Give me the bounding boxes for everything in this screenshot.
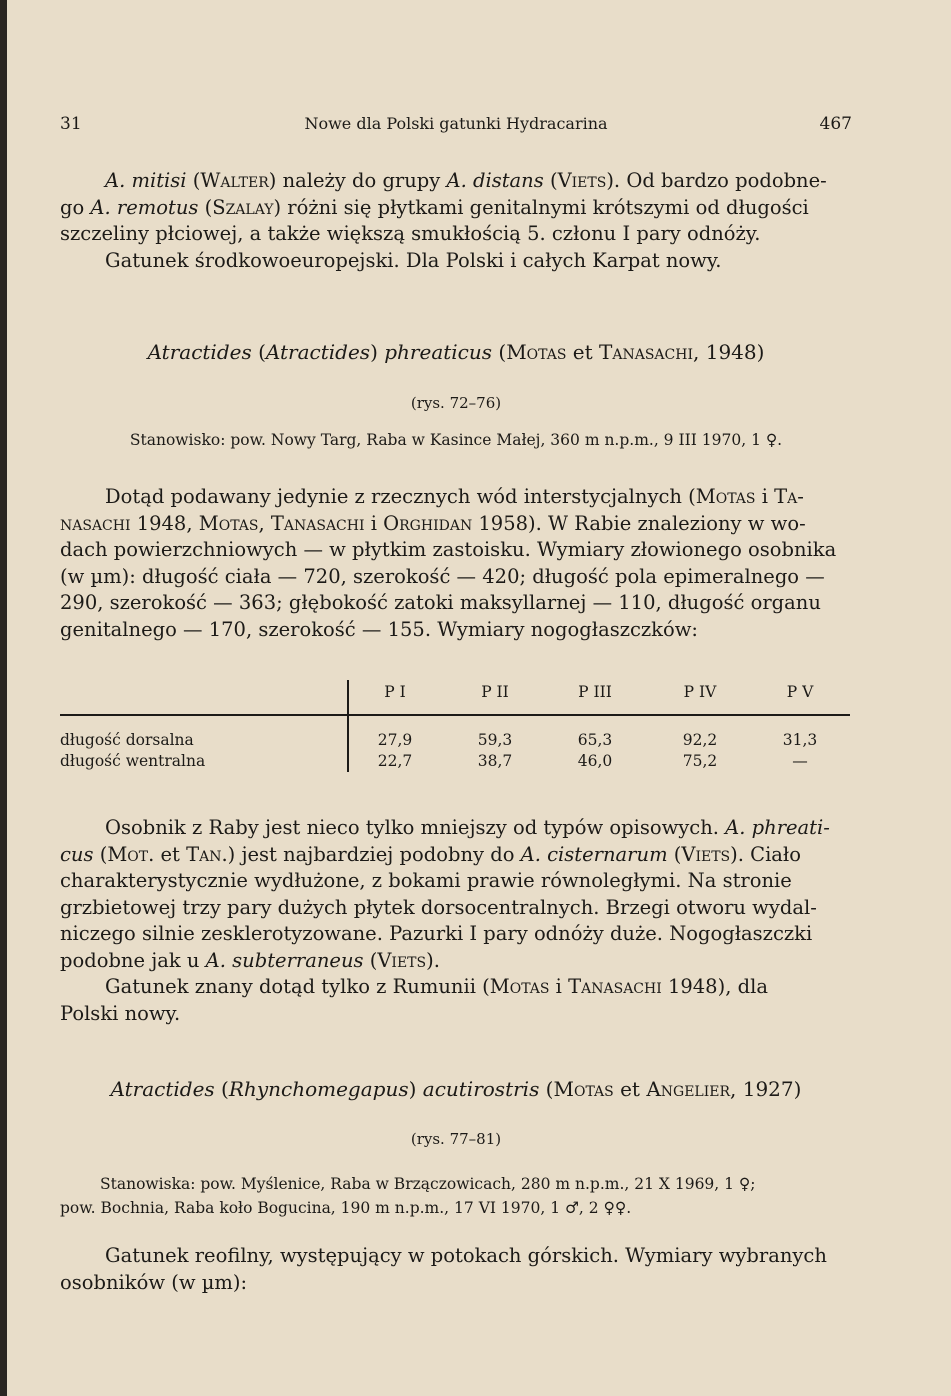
table-cell: 31,3 [782, 731, 818, 749]
locality-line: Stanowisko: pow. Nowy Targ, Raba w Kasince Małej, 360 m n.p.m., 9 III 1970, 1 ♀. [129, 431, 783, 449]
page-binding-edge [0, 0, 7, 1396]
text-line: podobne jak u A. subterraneus (Viets). [60, 948, 440, 972]
text-line: nasachi 1948, Motas, Tanasachi i Orghidan 1958). W Rabie znaleziony w wo- [60, 511, 806, 535]
table-cell: 46,0 [577, 752, 613, 770]
table-cell: 22,7 [377, 752, 413, 770]
text-line: grzbietowej trzy pary dużych płytek dorsocentralnych. Brzegi otworu wydal- [60, 895, 817, 919]
text-line: Polski nowy. [60, 1001, 181, 1025]
text-line: osobników (w µm): [60, 1270, 248, 1294]
table-column-divider [347, 680, 349, 772]
text-line: Dotąd podawany jedynie z rzecznych wód interstycjalnych (Motas i Ta- [105, 485, 804, 508]
table-header-rule [60, 714, 850, 716]
table-cell: 38,7 [477, 752, 513, 770]
paragraph-mitisi [60, 168, 852, 274]
text-line: A. mitisi (Walter) należy do grupy A. distans (Viets). Od bardzo podobne- [105, 169, 827, 192]
locality-line: Stanowiska: pow. Myślenice, Raba w Brzączowicach, 280 m n.p.m., 21 X 1969, 1 ♀; [100, 1175, 756, 1193]
column-header: P II [481, 683, 509, 701]
running-title: Nowe dla Polski gatunki Hydracarina [304, 114, 608, 133]
text-line: niczego silnie zesklerotyzowane. Pazurki I pary odnóży duże. Nogogłaszczki [60, 922, 813, 945]
running-header [60, 114, 852, 138]
text-line: go A. remotus (Szalay) różni się płytkami genitalnymi krótszymi od długości [60, 195, 809, 219]
paragraph-acutirostris [60, 1243, 852, 1296]
table-cell: 59,3 [477, 731, 513, 749]
text-line: dach powierzchniowych — w płytkim zastoisku. Wymiary złowionego osobnika [60, 538, 837, 561]
text-line: (w µm): długość ciała — 720, szerokość — 420; długość pola epimeralnego — [60, 564, 825, 588]
column-header: P III [578, 683, 612, 701]
row-label: długość wentralna [60, 752, 206, 770]
text-line: genitalnego — 170, szerokość — 155. Wymiary nogogłaszczków: [60, 617, 698, 641]
column-header: P V [786, 683, 814, 701]
text-line: 290, szerokość — 363; głębokość zatoki maksyllarnej — 110, długość organu [60, 591, 821, 614]
table-cell: 65,3 [577, 731, 613, 749]
text-line: szczeliny płciowej, a także większą smukłością 5. członu I pary odnóży. [60, 222, 761, 245]
text-line: Gatunek reofilny, występujący w potokach górskich. Wymiary wybranych [105, 1244, 827, 1267]
palp-measurements-table [60, 675, 850, 775]
page-number-right: 467 [819, 114, 852, 134]
row-label: długość dorsalna [60, 731, 194, 749]
figure-reference: (rys. 72–76) [410, 394, 502, 412]
text-line: Osobnik z Raby jest nieco tylko mniejszy od typów opisowych. A. phreati- [105, 816, 830, 839]
table-cell: 27,9 [377, 731, 413, 749]
column-header: P I [384, 683, 406, 701]
species-heading-acutirostris: Atractides (Rhynchomegapus) acutirostris (Motas et Angelier, 1927) [110, 1077, 802, 1101]
text-line: cus (Mot. et Tan.) jest najbardziej podobny do A. cisternarum (Viets). Ciało [60, 842, 801, 866]
locality-line: pow. Bochnia, Raba koło Bogucina, 190 m n.p.m., 17 VI 1970, 1 ♂, 2 ♀♀. [60, 1199, 632, 1217]
text-line: charakterystycznie wydłużone, z bokami prawie równoległymi. Na stronie [60, 869, 792, 892]
paragraph-phreaticus-distribution [60, 484, 852, 643]
paragraph-phreaticus-description [60, 815, 852, 1027]
text-line: Gatunek znany dotąd tylko z Rumunii (Motas i Tanasachi 1948), dla [105, 975, 768, 998]
table-cell: — [792, 752, 808, 770]
page-number-left: 31 [60, 114, 82, 134]
text-line: Gatunek środkowoeuropejski. Dla Polski i całych Karpat nowy. [105, 248, 722, 272]
column-header: P IV [683, 683, 717, 701]
figure-reference: (rys. 77–81) [410, 1130, 502, 1148]
table-cell: 92,2 [682, 731, 718, 749]
table-cell: 75,2 [682, 752, 718, 770]
species-heading-phreaticus: Atractides (Atractides) phreaticus (Motas et Tanasachi, 1948) [147, 340, 765, 364]
